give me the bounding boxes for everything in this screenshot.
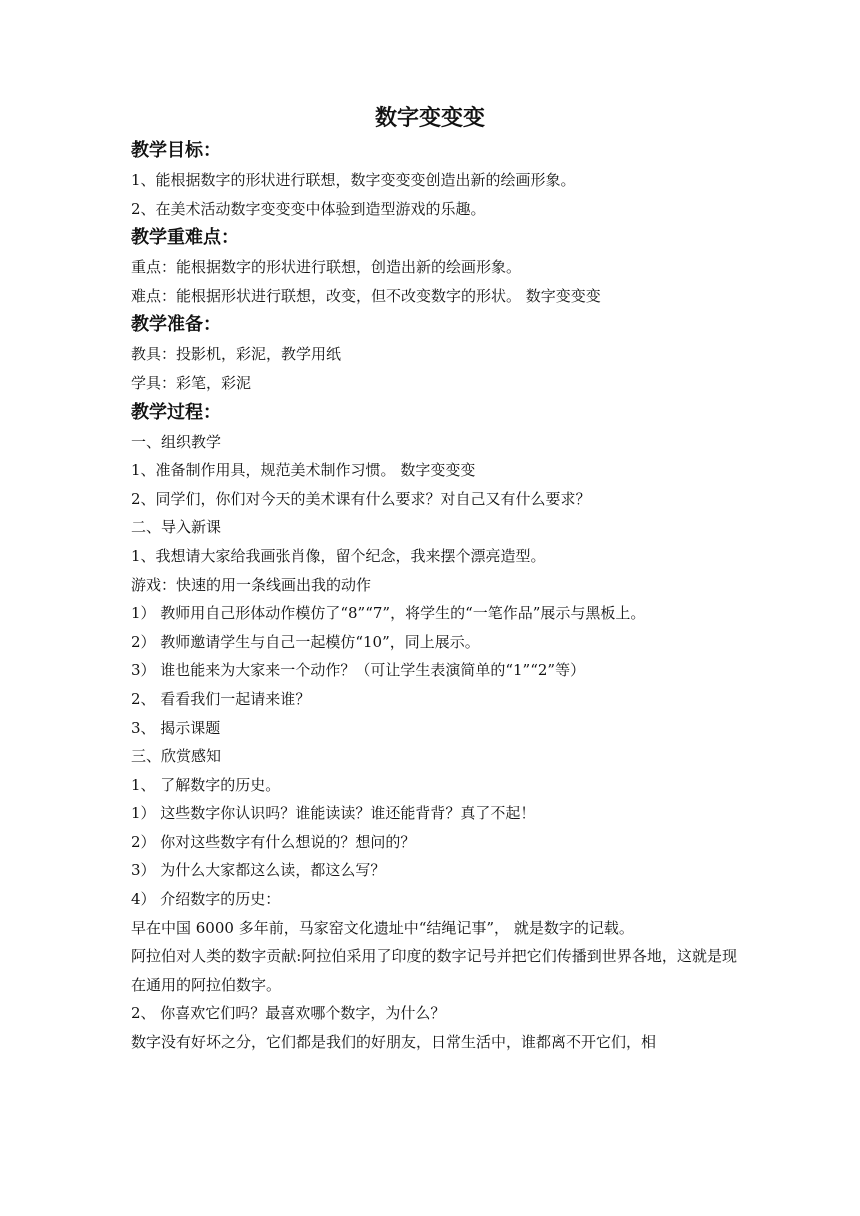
text-line: 重点：能根据数字的形状进行联想，创造出新的绘画形象。 [131, 258, 522, 277]
text-line: 3） 谁也能来为大家来一个动作？（可让学生表演简单的“1”“2”等） [131, 661, 586, 680]
text-line: 三、欣赏感知 [131, 747, 222, 766]
text-line: 3、 揭示课题 [131, 718, 221, 737]
text-line: 早在中国 6000 多年前，马家窑文化遗址中“结绳记事”， 就是数字的记载。 [131, 918, 634, 937]
text-line: 难点：能根据形状进行联想，改变，但不改变数字的形状。 数字变变变 [131, 286, 601, 305]
text-line: 二、导入新课 [131, 518, 222, 537]
text-line: 2、在美术活动数字变变变中体验到造型游戏的乐趣。 [131, 199, 486, 218]
text-line: 学具：彩笔，彩泥 [131, 373, 252, 392]
text-line: 4） 介绍数字的历史： [131, 890, 281, 909]
text-line: 一、组织教学 [131, 432, 222, 451]
section-heading: 教学重难点： [131, 227, 239, 249]
text-line: 数字没有好坏之分，它们都是我们的好朋友，日常生活中，谁都离不开它们，相 [131, 1033, 657, 1052]
text-line: 游戏：快速的用一条线画出我的动作 [131, 575, 372, 594]
text-line: 2、 看看我们一起请来谁？ [131, 689, 311, 708]
text-line: 1、 了解数字的历史。 [131, 775, 281, 794]
page-title: 数字变变变 [374, 106, 485, 131]
section-heading: 教学目标： [131, 140, 221, 161]
text-line: 1） 这些数字你认识吗？谁能读读？谁还能背背？真了不起！ [131, 804, 536, 823]
text-line: 3） 为什么大家都这么读，都这么写？ [131, 861, 386, 880]
section-heading: 教学准备： [131, 314, 221, 336]
text-line: 2） 教师邀请学生与自己一起模仿“10”，同上展示。 [131, 632, 480, 651]
text-line: 1、能根据数字的形状进行联想，数字变变变创造出新的绘画形象。 [131, 171, 576, 189]
paragraph: 1） 教师用自己形体动作模仿了“8”“7”，将学生的“一笔作品”展示与黑板上。 [131, 604, 646, 623]
text-line: 2、 你喜欢它们吗？最喜欢哪个数字，为什么？ [131, 1004, 446, 1023]
text-line: 2、同学们，你们对今天的美术课有什么要求？对自己又有什么要求？ [131, 489, 591, 508]
text-line: 1、准备制作用具，规范美术制作习惯。 数字变变变 [131, 461, 476, 480]
document-body [131, 136, 737, 1057]
section-heading: 教学过程： [131, 401, 221, 423]
text-line: 2） 你对这些数字有什么想说的？想问的？ [131, 832, 416, 851]
paragraph: 阿拉伯对人类的数字贡献:阿拉伯采用了印度的数字记号并把它们传播到世界各地，这就是现在通用的阿拉伯数字。 [131, 947, 737, 994]
text-line: 1、我想请大家给我画张肖像，留个纪念，我来摆个漂亮造型。 [131, 546, 546, 565]
text-line: 教具：投影机，彩泥，教学用纸 [131, 345, 342, 364]
